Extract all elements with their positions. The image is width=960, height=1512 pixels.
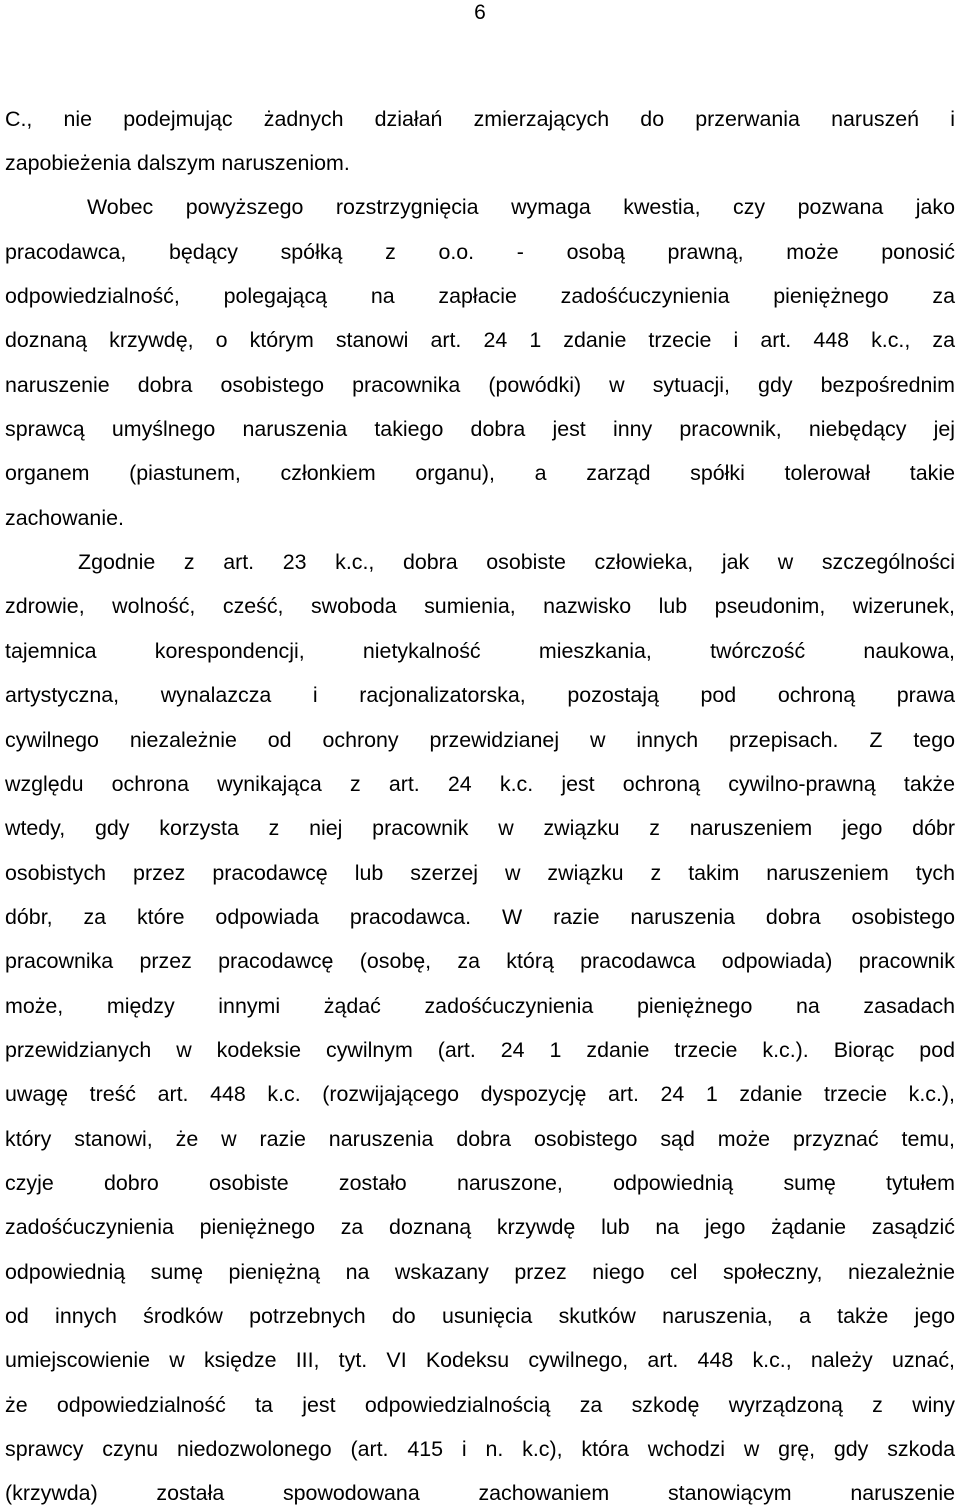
text-line: Wobec powyższego rozstrzygnięcia wymaga kwestia, czy pozwana jako <box>87 195 955 219</box>
text-line: C., nie podejmując żadnych działań zmierzających do przerwania naruszeń i <box>5 107 955 131</box>
text-line: może, między innymi żądać zadośćuczynienia pieniężnego na zasadach <box>5 994 955 1018</box>
text-line: odpowiednią sumę pieniężną na wskazany przez niego cel społeczny, niezależnie <box>5 1260 955 1284</box>
text-line: sprawcą umyślnego naruszenia takiego dobra jest inny pracownik, niebędący jej <box>5 417 955 441</box>
text-line: względu ochrona wynikająca z art. 24 k.c. jest ochroną cywilno-prawną także <box>5 772 955 796</box>
text-line: że odpowiedzialność ta jest odpowiedzialnością za szkodę wyrządzoną z winy <box>5 1393 955 1417</box>
text-line: organem (piastunem, członkiem organu), a zarząd spółki tolerował takie <box>5 461 955 485</box>
text-line: zdrowie, wolność, cześć, swoboda sumienia, nazwisko lub pseudonim, wizerunek, <box>5 594 955 618</box>
text-line: naruszenie dobra osobistego pracownika (powódki) w sytuacji, gdy bezpośrednim <box>5 373 955 397</box>
text-line: czyje dobro osobiste zostało naruszone, odpowiednią sumę tytułem <box>5 1171 955 1195</box>
text-line: osobistych przez pracodawcę lub szerzej w związku z takim naruszeniem tych <box>5 861 955 885</box>
text-line: cywilnego niezależnie od ochrony przewidzianej w innych przepisach. Z tego <box>5 728 955 752</box>
text-line: Zgodnie z art. 23 k.c., dobra osobiste człowieka, jak w szczególności <box>78 550 955 574</box>
text-line: dóbr, za które odpowiada pracodawca. W razie naruszenia dobra osobistego <box>5 905 955 929</box>
text-line: pracownika przez pracodawcę (osobę, za którą pracodawca odpowiada) pracownik <box>5 949 955 973</box>
text-line: sprawcy czynu niedozwolonego (art. 415 i n. k.c), która wchodzi w grę, gdy szkoda <box>5 1437 955 1461</box>
text-line: tajemnica korespondencji, nietykalność mieszkania, twórczość naukowa, <box>5 639 955 663</box>
text-line: (krzywda) została spowodowana zachowaniem stanowiącym naruszenie <box>5 1481 955 1505</box>
text-line: umiejscowienie w księdze III, tyt. VI Kodeksu cywilnego, art. 448 k.c., należy uznać, <box>5 1348 955 1372</box>
text-line: pracodawca, będący spółką z o.o. - osobą prawną, może ponosić <box>5 240 955 264</box>
text-line: wtedy, gdy korzysta z niej pracownik w związku z naruszeniem jego dóbr <box>5 816 955 840</box>
text-line: zadośćuczynienia pieniężnego za doznaną krzywdę lub na jego żądanie zasądzić <box>5 1215 955 1239</box>
page-number: 6 <box>474 1 486 24</box>
text-line: zapobieżenia dalszym naruszeniom. <box>5 151 350 175</box>
text-line: doznaną krzywdę, o którym stanowi art. 24 1 zdanie trzecie i art. 448 k.c., za <box>5 328 955 352</box>
text-line: odpowiedzialność, polegającą na zapłacie zadośćuczynienia pieniężnego za <box>5 284 955 308</box>
text-line: uwagę treść art. 448 k.c. (rozwijającego dyspozycję art. 24 1 zdanie trzecie k.c.), <box>5 1082 955 1106</box>
text-line: który stanowi, że w razie naruszenia dobra osobistego sąd może przyznać temu, <box>5 1127 955 1151</box>
text-line: od innych środków potrzebnych do usunięcia skutków naruszenia, a także jego <box>5 1304 955 1328</box>
text-line: zachowanie. <box>5 506 124 530</box>
text-line: artystyczna, wynalazcza i racjonalizatorska, pozostają pod ochroną prawa <box>5 683 955 707</box>
text-line: przewidzianych w kodeksie cywilnym (art. 24 1 zdanie trzecie k.c.). Biorąc pod <box>5 1038 955 1062</box>
